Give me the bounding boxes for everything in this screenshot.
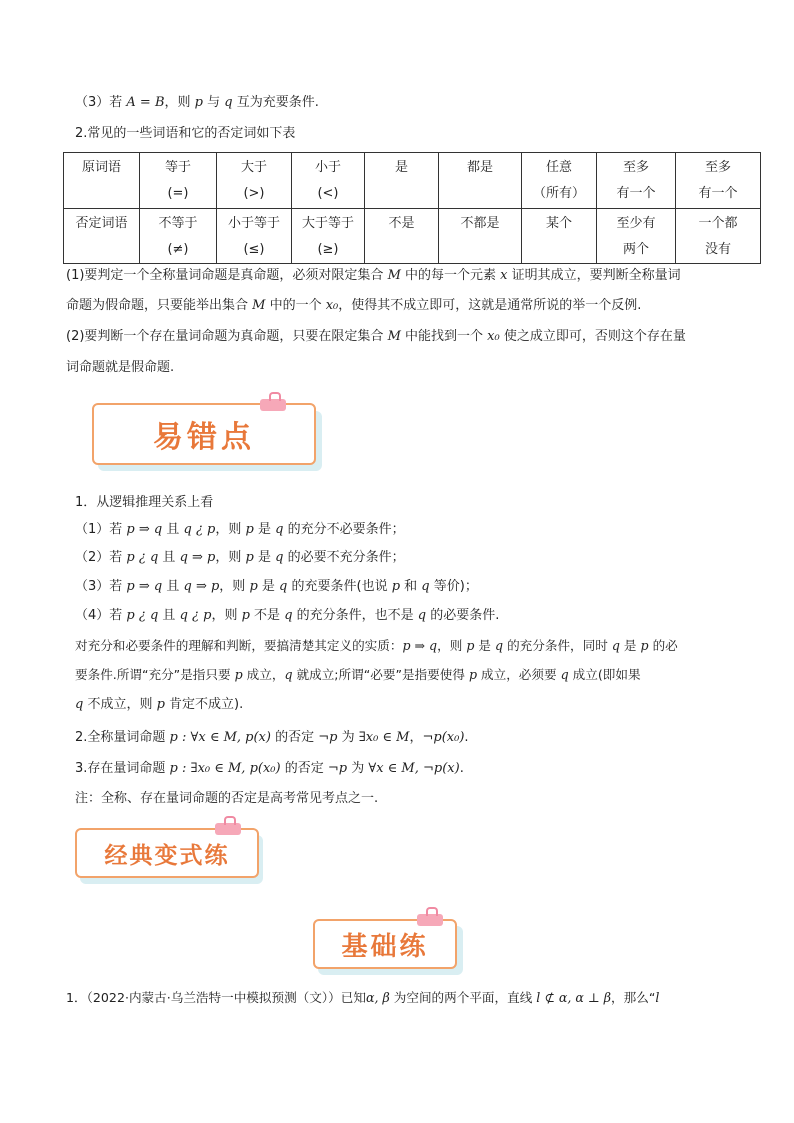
negation-table <box>63 152 761 264</box>
errors-heading: 1．从逻辑推理关系上看 <box>75 495 214 510</box>
note-1a: (1)要判定一个全称量词命题是真命题，必须对限定集合 M 中的每一个元素 x 证明其成立，要判断全称量词 <box>66 268 681 283</box>
basic-banner <box>313 919 463 975</box>
table-cell: 是 <box>365 153 439 209</box>
table-cell: 任意 （所有） <box>522 153 597 209</box>
exam-note: 注：全称、存在量词命题的否定是高考常见考点之一. <box>75 791 379 806</box>
basic-banner-title: 基础练 <box>313 919 457 969</box>
note-1b: 命题为假命题，只要能举出集合 M 中的一个 x₀，使得其不成立即可，这就是通常所说的举一个反例. <box>66 298 642 313</box>
paperclip-icon <box>215 823 241 835</box>
note-2b: 词命题就是假命题. <box>66 360 175 375</box>
table-cell: 大于 (>) <box>217 153 292 209</box>
table-row-negation <box>64 208 761 264</box>
errors-banner <box>92 403 322 471</box>
errors-case-2: （2）若 p ¿ q 且 q ⇒ p，则 p 是 q 的必要不充分条件； <box>75 550 405 565</box>
table-title: 2.常见的一些词语和它的否定词如下表 <box>75 126 296 141</box>
table-cell: 小于 (<) <box>292 153 365 209</box>
practice-banner-title: 经典变式练 <box>75 828 259 878</box>
paperclip-icon <box>417 914 443 926</box>
errors-case-3: （3）若 p ⇒ q 且 q ⇒ p，则 p 是 q 的充要条件(也说 p 和 q 等价)； <box>75 579 478 594</box>
table-cell: 某个 <box>522 208 597 264</box>
table-cell: 大于等于 (≥) <box>292 208 365 264</box>
note-2a: (2)要判断一个存在量词命题为真命题，只要在限定集合 M 中能找到一个 x₀ 使之成立即可，否则这个存在量 <box>66 329 686 344</box>
table-cell: 不等于 (≠) <box>140 208 217 264</box>
explanation-1: 对充分和必要条件的理解和判断，要搞清楚其定义的实质：p ⇒ q，则 p 是 q 的充分条件，同时 q 是 p 的必 <box>75 638 678 653</box>
errors-case-4: （4）若 p ¿ q 且 q ¿ p，则 p 不是 q 的充分条件，也不是 q 的必要条件. <box>75 608 500 623</box>
explanation-3: q 不成立，则 p 肯定不成立). <box>75 697 244 712</box>
table-cell: 至多 有一个 <box>597 153 676 209</box>
errors-banner-title: 易错点 <box>92 403 316 465</box>
table-cell: 至少有 两个 <box>597 208 676 264</box>
table-cell: 至多 有一个 <box>676 153 761 209</box>
table-cell: 都是 <box>439 153 522 209</box>
table-cell: 小于等于 (≤) <box>217 208 292 264</box>
table-cell: 一个都 没有 <box>676 208 761 264</box>
table-row-original <box>64 153 761 209</box>
row-header-negation: 否定词语 <box>64 208 140 264</box>
paperclip-icon <box>260 399 286 411</box>
table-cell: 不都是 <box>439 208 522 264</box>
existential-negation: 3.存在量词命题 p : ∃x₀ ∈ M, p(x₀) 的否定 ¬p 为 ∀x ∈ M, ¬p(x). <box>75 761 464 776</box>
question-1: 1．（2022·内蒙古·乌兰浩特一中模拟预测（文））已知α, β 为空间的两个平面，直线 l ⊄ α, α ⊥ β，那么“l <box>66 990 660 1005</box>
table-cell: 等于 (=) <box>140 153 217 209</box>
errors-case-1: （1）若 p ⇒ q 且 q ¿ p，则 p 是 q 的充分不必要条件； <box>75 522 405 537</box>
condition-line-3: （3）若 A = B，则 p 与 q 互为充要条件. <box>75 95 319 110</box>
table-cell: 不是 <box>365 208 439 264</box>
row-header-original: 原词语 <box>64 153 140 209</box>
explanation-2: 要条件.所谓“充分”是指只要 p 成立，q 就成立;所谓“必要”是指要使得 p 成立，必须要 q 成立(即如果 <box>75 667 641 682</box>
practice-banner <box>75 828 263 884</box>
universal-negation: 2.全称量词命题 p : ∀x ∈ M, p(x) 的否定 ¬p 为 ∃x₀ ∈ M，¬p(x₀). <box>75 730 469 745</box>
